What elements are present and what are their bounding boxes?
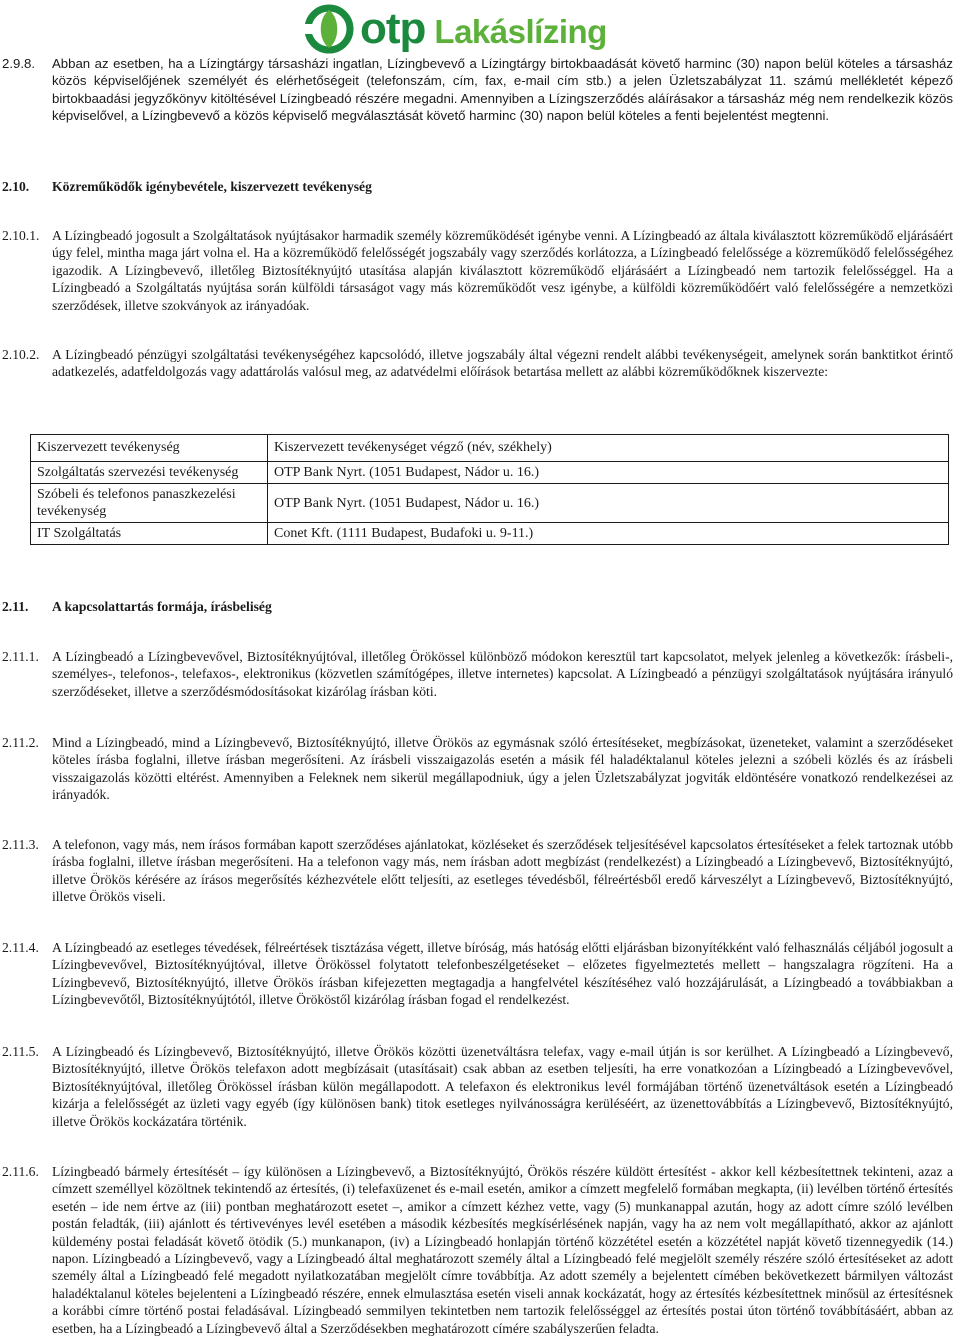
table-row xyxy=(31,484,949,523)
section-number: 2.11.3. xyxy=(2,837,39,852)
section-title: A kapcsolattartás formája, írásbeliség xyxy=(52,599,272,614)
section-number: 2.10.1. xyxy=(2,228,40,243)
table-row xyxy=(31,462,949,484)
table-cell: IT Szolgáltatás xyxy=(31,523,268,545)
section-number: 2.11.2. xyxy=(2,735,39,750)
section-number: 2.11.5. xyxy=(2,1044,39,1059)
logo-brand-text: otp xyxy=(360,4,426,54)
table-cell: Szolgáltatás szervezési tevékenység xyxy=(31,462,268,484)
section-heading-2-10 xyxy=(2,178,372,195)
table-cell: OTP Bank Nyrt. (1051 Budapest, Nádor u. 16.) xyxy=(268,484,949,523)
paragraph-text: A telefonon, vagy más, nem írásos formában kapott szerződéses ajánlatokat, közléseket és szerződések teljesítésével kapcsolatos értesítéseket a felek tartoznak utóbb írásba foglalni, illetve írásban megerősíteni. Ha a telefonon vagy más, nem írásban adott megbízást (rendelkezést) a Lízingbeadó a Lízingbevevő, Biztosítéknyújtó, illetve Örökös kérésére az írásos megerősítés kézhezvétele előtt teljesíti, az esetleges tévedésből, félreértésből eredő kárveszélyt a Lízingbevevő, Biztosítéknyújtó, illetve Örökös viseli. xyxy=(52,837,953,905)
table-cell: Conet Kft. (1111 Budapest, Budafoki u. 9-11.) xyxy=(268,523,949,545)
paragraph-2-9-8 xyxy=(2,55,953,125)
outsourced-activities-table xyxy=(30,434,949,545)
section-number: 2.9.8. xyxy=(2,56,35,71)
paragraph-text: A Lízingbeadó jogosult a Szolgáltatások nyújtásakor harmadik személy közreműködését igénybe venni. A Lízingbeadó az általa kiválasztott közreműködő eljárásáért úgy felel, mintha maga járt volna el. Ha a közreműködő felelősségét jogszabály vagy szerződés korlátozza, a Lízingbeadó felelőssége a közreműködő felelősségéhez igazodik. A Lízingbevevő, illetőleg Biztosítéknyújtó utasítása alapján kiválasztott közreműködő eljárásáért a Lízingbeadó nem tartozik felelősséggel. Ha a Lízingbeadó a Szolgáltatás nyújtása során külföldi társaságot vagy más közreműködőt vesz igénybe, a külföldi közreműködőért való felelősségére a nemzetközi szerződések, illetve szokványok az irányadóak. xyxy=(52,228,953,313)
logo-product-text: Lakáslízing xyxy=(434,13,607,51)
table-header-cell: Kiszervezett tevékenységet végző (név, székhely) xyxy=(268,435,949,462)
paragraph-2-11-5 xyxy=(2,1043,953,1130)
paragraph-text: A Lízingbeadó pénzügyi szolgáltatási tevékenységéhez kapcsolódó, illetve jogszabály által végezni rendelt alábbi tevékenységeit, amelynek során banktitkot érintő adatkezelés, adatfeldolgozás vagy adattárolás valósul meg, az adatvédelmi előírások betartása mellett az alábbi közreműködőknek kiszervezte: xyxy=(52,347,953,380)
paragraph-2-11-3 xyxy=(2,836,953,906)
paragraph-2-11-2 xyxy=(2,734,953,804)
paragraph-2-10-2 xyxy=(2,346,953,381)
table-cell: OTP Bank Nyrt. (1051 Budapest, Nádor u. 16.) xyxy=(268,462,949,484)
table-header-row xyxy=(31,435,949,462)
section-number: 2.11. xyxy=(2,599,29,614)
section-number: 2.11.6. xyxy=(2,1164,39,1179)
section-number: 2.11.1. xyxy=(2,649,39,664)
table-row xyxy=(31,523,949,545)
paragraph-text: A Lízingbeadó és Lízingbevevő, Biztosítéknyújtó, illetve Örökös közötti üzenetváltásra telefax, vagy e-mail útján is sor kerülhet. A Lízingbeadó a Lízingbevevő, Biztosítéknyújtó, illetve Örökös telefaxon adott megbízásait (utasításait) csak abban az esetben teljesíti, ha erre vonatkozóan a Lízingbeadó a Lízingbevevővel, Biztosítéknyújtóval, illetőleg Örökössel írásban külön megállapodott. A telefaxon és elektronikus levél formájában történő üzenetváltások esetén a Lízingbeadó kizárja a felelősségét az üzleti vagy egyéb (így különösen bank) titok esetleges nyilvánosságra kerüléséért, az üzenettovábbítás a Lízingbevevő, Biztosítéknyújtó, illetve Örökös kockázatára történik. xyxy=(52,1044,953,1129)
table-cell: Szóbeli és telefonos panaszkezelési tevékenység xyxy=(31,484,268,523)
otp-leaf-icon xyxy=(304,4,354,54)
otp-lakaslizing-logo xyxy=(304,2,607,56)
paragraph-2-10-1 xyxy=(2,227,953,314)
paragraph-text: Abban az esetben, ha a Lízingtárgy társasházi ingatlan, Lízingbevevő a Lízingtárgy birtokbaadását követő harminc (30) napon belül köteles a társasház közös képviselőjének személyét és elérhetőségeit (telefonszám, cím, fax, e-mail cím stb.) a jelen Üzletszabályzat 11. számú mellékletét képező birtokbaadási jegyzőkönyv kitöltésével Lízingbeadó részére megadni. Amennyiben a Lízingszerződés aláírásakor a társasház még nem rendelkezik közös képviselővel, a Lízingbevevő a közös képviselő megválasztását követő harminc (30) napon belül köteles a fenti bejelentést megtenni. xyxy=(52,56,953,124)
section-title: Közreműködők igénybevétele, kiszervezett tevékenység xyxy=(52,179,372,194)
paragraph-text: Mind a Lízingbeadó, mind a Lízingbevevő, Biztosítéknyújtó, illetve Örökös az egymásnak szóló értesítéseket, megbízásokat, üzeneteket, valamint a szerződéseket köteles írásba foglalni, illetve írásban megerősíteni. Az írásbeli visszaigazolás esetén a másik fél haladéktalanul köteles jelezni a szóbeli közlés és az írásbeli visszaigazolás közötti eltérést. Amennyiben a Feleknek nem sikerül megállapodniuk, úgy a jelen Üzletszabályzat jogviták eldöntésére vonatkozó rendelkezései az irányadók. xyxy=(52,735,953,803)
paragraph-2-11-4 xyxy=(2,939,953,1009)
table-header-cell: Kiszervezett tevékenység xyxy=(31,435,268,462)
section-number: 2.10.2. xyxy=(2,347,40,362)
section-number: 2.11.4. xyxy=(2,940,39,955)
paragraph-2-11-1 xyxy=(2,648,953,700)
section-heading-2-11 xyxy=(2,598,272,615)
paragraph-2-11-6 xyxy=(2,1163,953,1337)
paragraph-text: Lízingbeadó bármely értesítését – így különösen a Lízingbevevő, a Biztosítéknyújtó, Örökös részére küldött értesítést - akkor kell kézbesítettnek tekinteni, azaz a címzett személlyel közöltnek tekintendő az értesítés, (i) telefaxüzenet és e-mail esetén, amikor a címzett megfelelő formában megkapta, (ii) levélben történő értesítés esetén – ide nem értve az (iii) pontban meghatározott esetet –, amikor a címzett kézhez vette, vagy (5) munkanappal azután, hogy az adott címre szóló levélben postán feladták, (iii) ajánlott és tértivevényes levél esetében a második kézbesítés megkísérlésének napján, vagy ha az nem volt megállapítható, akkor az ajánlott küldemény postai feladását követő ötödik (5.) munkanapon, (iv) a Lízingbeadó honlapján történő közzététel esetén a közzététel napját követő tizennegyedik (14.) napon. Lízingbeadó a Lízingbevevő, vagy a Lízingbeadó által meghatározott személy által a Lízingbeadó felé megjelölt személy részére szóló értesítéseket az adott személy által a Lízingbeadó felé megadott nyilatkozatában megjelölt címre továbbítja. Az adott személy a bejelentett címében bekövetkezett bármilyen változást haladéktalanul köteles bejelenteni a Lízingbeadó részére, ennek elmulasztása esetén viseli annak kockázatát, hogy az értesítés kézbesítettnek minősül az értesítésnek a korábbi címre történő postai feladásával. Lízingbeadó semmilyen tekintetben nem tartozik felelősséggel az értesítés postai úton történő továbbításáért, abban az esetben, ha a Lízingbeadó a Lízingbevevő által a Szerződésekben meghatározott címére szabályszerűen feladta. xyxy=(52,1164,953,1336)
section-number: 2.10. xyxy=(2,179,30,194)
paragraph-text: A Lízingbeadó az esetleges tévedések, félreértések tisztázása végett, illetve bíróság, más hatóság előtti eljárásban bizonyítékként való felhasználás céljából jogosult a Lízingbevevővel, Biztosítéknyújtóval, illetve Örökössel folytatott telefonbeszélgetéseket – előzetes figyelmeztetés mellett – hangszalagra rögzíteni. Ha a Lízingbevevő, Biztosítéknyújtó, illetve Örökös írásban kifejezetten megtagadja a hangfelvétel készítéséhez való hozzájárulását, a Lízingbeadó a továbbiakban a Lízingbevevőtől, Biztosítéknyújtótól, illetve Örököstől kizárólag írásban fogad el rendelkezést. xyxy=(52,940,953,1008)
paragraph-text: A Lízingbeadó a Lízingbevevővel, Biztosítéknyújtóval, illetőleg Örökössel különböző módokon keresztül tart kapcsolatot, melyek jelenleg a következők: írásbeli-, személyes-, telefonos-, telefaxos-, elektronikus (közvetlen számítógépes, illetve internetes) kapcsolat. A Lízingbeadó a pénzügyi szolgáltatások nyújtására irányuló szerződéseket, illetve a szerződésmódosításokat kizárólag írásban köti. xyxy=(52,649,953,699)
